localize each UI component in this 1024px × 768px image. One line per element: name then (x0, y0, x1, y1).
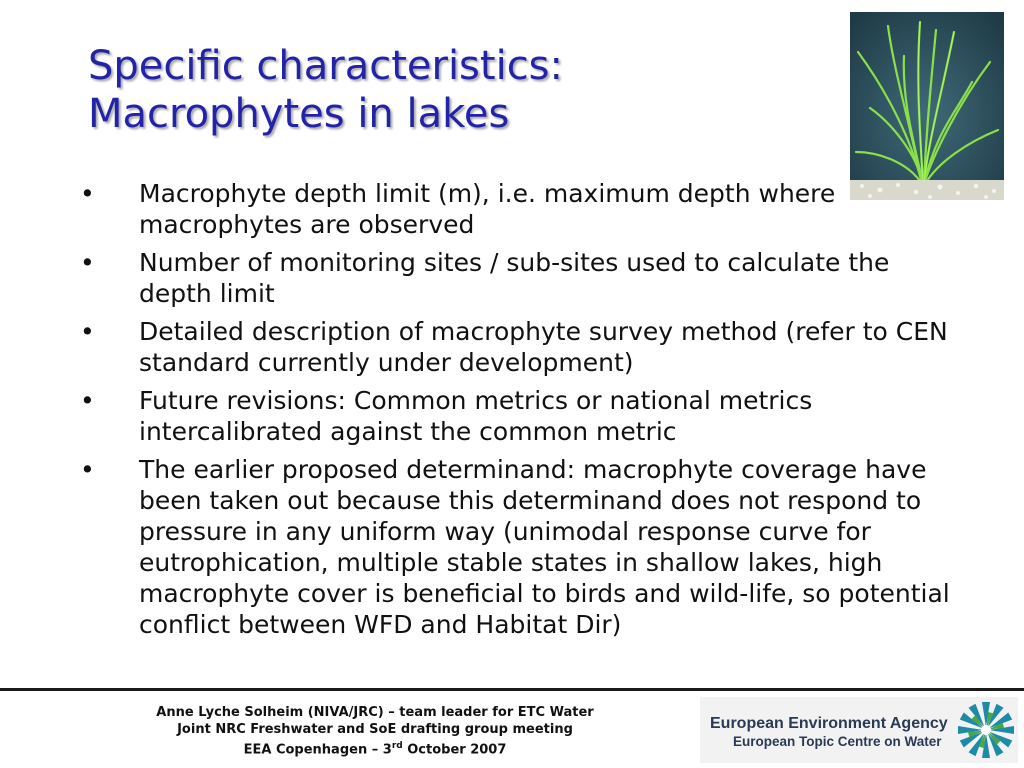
footer-line-3 (100, 738, 650, 758)
bullet-dot: • (80, 455, 95, 484)
bullet-text: Future revisions: Common metrics or national metrics intercalibrated against the common metric (139, 386, 813, 446)
title-line-1: Specific characteristics: (88, 43, 563, 89)
bullet-text: Detailed description of macrophyte survey method (refer to CEN standard currently under development) (139, 317, 948, 377)
bullet-list (80, 178, 950, 647)
footer-line-2: Joint NRC Freshwater and SoE drafting group meeting (177, 722, 573, 737)
bullet-item (80, 247, 950, 309)
footer-line-3-prefix: EEA Copenhagen – 3 (243, 742, 392, 758)
footer-credits (100, 704, 650, 758)
bullet-dot: • (80, 248, 95, 277)
footer-line-3-sup: rd (391, 741, 403, 751)
title-line-2: Macrophytes in lakes (88, 91, 510, 137)
bullet-dot: • (80, 386, 95, 415)
bullet-item (80, 385, 950, 447)
bullet-text: Macrophyte depth limit (m), i.e. maximum depth where macrophytes are observed (139, 179, 836, 239)
bullet-text: The earlier proposed determinand: macrophyte coverage have been taken out because this determinand does not respond to pressure in any uniform way (unimodal response curve for eutrophication, multiple stable states in shallow lakes, high macrophyte cover is beneficial to birds and wild-life, so potential conflict between WFD and Habitat Dir) (139, 455, 950, 639)
bullet-dot: • (80, 179, 95, 208)
macrophyte-plant-photo (850, 12, 1004, 200)
bullet-item (80, 454, 950, 640)
footer-line-1: Anne Lyche Solheim (NIVA/JRC) – team leader for ETC Water (156, 705, 594, 720)
logo-centre-name: European Topic Centre on Water (733, 734, 942, 749)
logo-agency-name: European Environment Agency (710, 715, 948, 732)
footer-line-3-suffix: October 2007 (402, 742, 507, 758)
bullet-item (80, 178, 950, 240)
bullet-text: Number of monitoring sites / sub-sites used to calculate the depth limit (139, 248, 890, 308)
footer-divider (0, 688, 1024, 691)
bullet-dot: • (80, 317, 95, 346)
eea-logo-block (700, 697, 1018, 763)
bullet-item (80, 316, 950, 378)
slide-title (88, 42, 788, 138)
eea-flower-logo-icon (956, 699, 1016, 761)
